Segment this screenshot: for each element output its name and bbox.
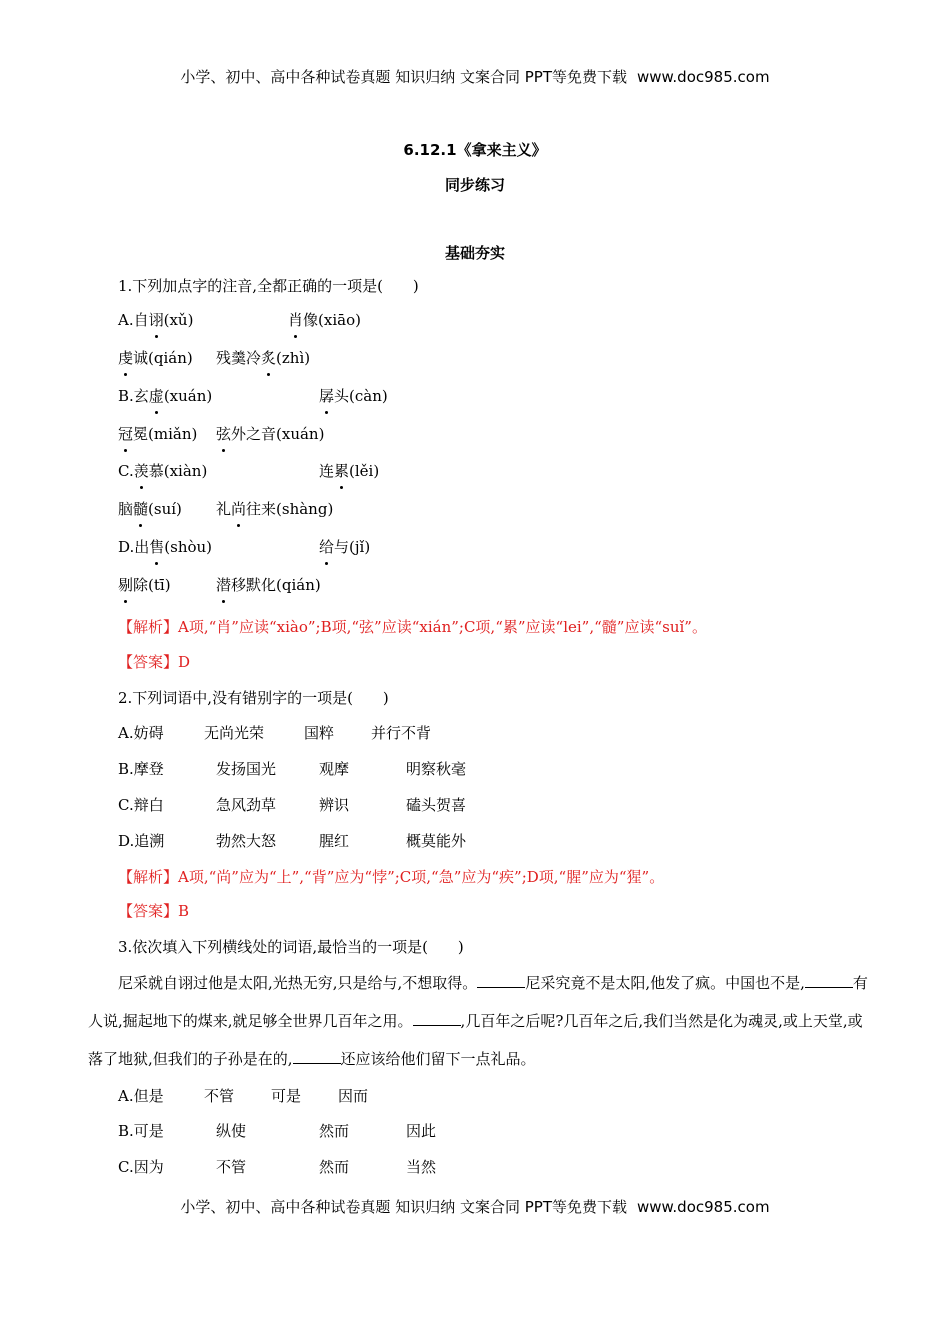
q1-option-row: 脑髓(suí) 礼尚往来(shàng)	[118, 500, 334, 518]
blank[interactable]	[293, 1049, 341, 1064]
q1-option-row: 剔除(tī) 潜移默化(qián)	[118, 576, 321, 594]
q2-stem: 2.下列词语中,没有错别字的一项是( )	[118, 689, 389, 707]
q1-option-row: 虔诚(qián) 残羹冷炙(zhì)	[118, 349, 311, 367]
q1-option-row: C.羡慕(xiàn) 连累(lěi)	[118, 462, 380, 480]
page-footer	[0, 1196, 950, 1217]
q2-option-row: A.妨碍 无尚光荣 国粹 并行不背	[118, 724, 432, 742]
q3-option-row: A.但是 不管 可是 因而	[118, 1087, 369, 1105]
document-title: 6.12.1《拿来主义》	[403, 141, 547, 159]
q1-option-row: 冠冕(miǎn) 弦外之音(xuán)	[118, 425, 325, 443]
q1-option-row: A.自诩(xǔ) 肖像(xiāo)	[118, 311, 361, 329]
blank[interactable]	[805, 973, 853, 988]
header-text: 小学、初中、高中各种试卷真题 知识归纳 文案合同 PPT等免费下载	[180, 68, 627, 86]
q1-stem: 1.下列加点字的注音,全都正确的一项是( )	[118, 277, 419, 295]
q1-option-row: D.出售(shòu) 给与(jǐ)	[118, 538, 371, 556]
blank[interactable]	[413, 1011, 461, 1026]
q1-analysis: 【解析】A项,“肖”应读“xiào”;B项,“弦”应读“xián”;C项,“累”应读“lei”,“髓”应读“suǐ”。	[118, 618, 707, 636]
q2-analysis: 【解析】A项,“尚”应为“上”,“背”应为“悖”;C项,“急”应为“疾”;D项,“腥”应为“猩”。	[118, 868, 665, 886]
q2-option-row: D.追溯 勃然大怒 腥红 概莫能外	[118, 832, 467, 850]
q1-answer: 【答案】D	[118, 653, 191, 671]
q3-stem: 3.依次填入下列横线处的词语,最恰当的一项是( )	[118, 938, 464, 956]
page-header	[0, 66, 950, 87]
q2-option-row: C.辩白 急风劲草 辨识 磕头贺喜	[118, 796, 467, 814]
q2-option-row: B.摩登 发扬国光 观摩 明察秋毫	[118, 760, 467, 778]
q3-option-row: C.因为 不管 然而 当然	[118, 1158, 437, 1176]
header-url[interactable]: www.doc985.com	[636, 68, 770, 86]
document-subtitle: 同步练习	[444, 176, 505, 194]
q1-option-row: B.玄虚(xuán) 孱头(càn)	[118, 387, 388, 405]
footer-text: 小学、初中、高中各种试卷真题 知识归纳 文案合同 PPT等免费下载	[180, 1198, 627, 1216]
q3-passage: 尼采就自诩过他是太阳,光热无穷,只是给与,不想取得。 尼采究竟不是太阳,他发了疯。中国也不是, 有人说,掘起地下的煤来,就足够全世界几百年之用。 ,几百年之后呢?几百年之后,我们当然是化为魂灵,或上天堂,或落了地狱,但我们的子孙是在的, 还应该给他们留下一点礼品。	[88, 974, 868, 1068]
q3-option-row: B.可是 纵使 然而 因此	[118, 1122, 437, 1140]
blank[interactable]	[477, 973, 525, 988]
q2-answer: 【答案】B	[118, 902, 190, 920]
footer-url[interactable]: www.doc985.com	[636, 1198, 770, 1216]
section-heading: 基础夯实	[444, 244, 505, 262]
